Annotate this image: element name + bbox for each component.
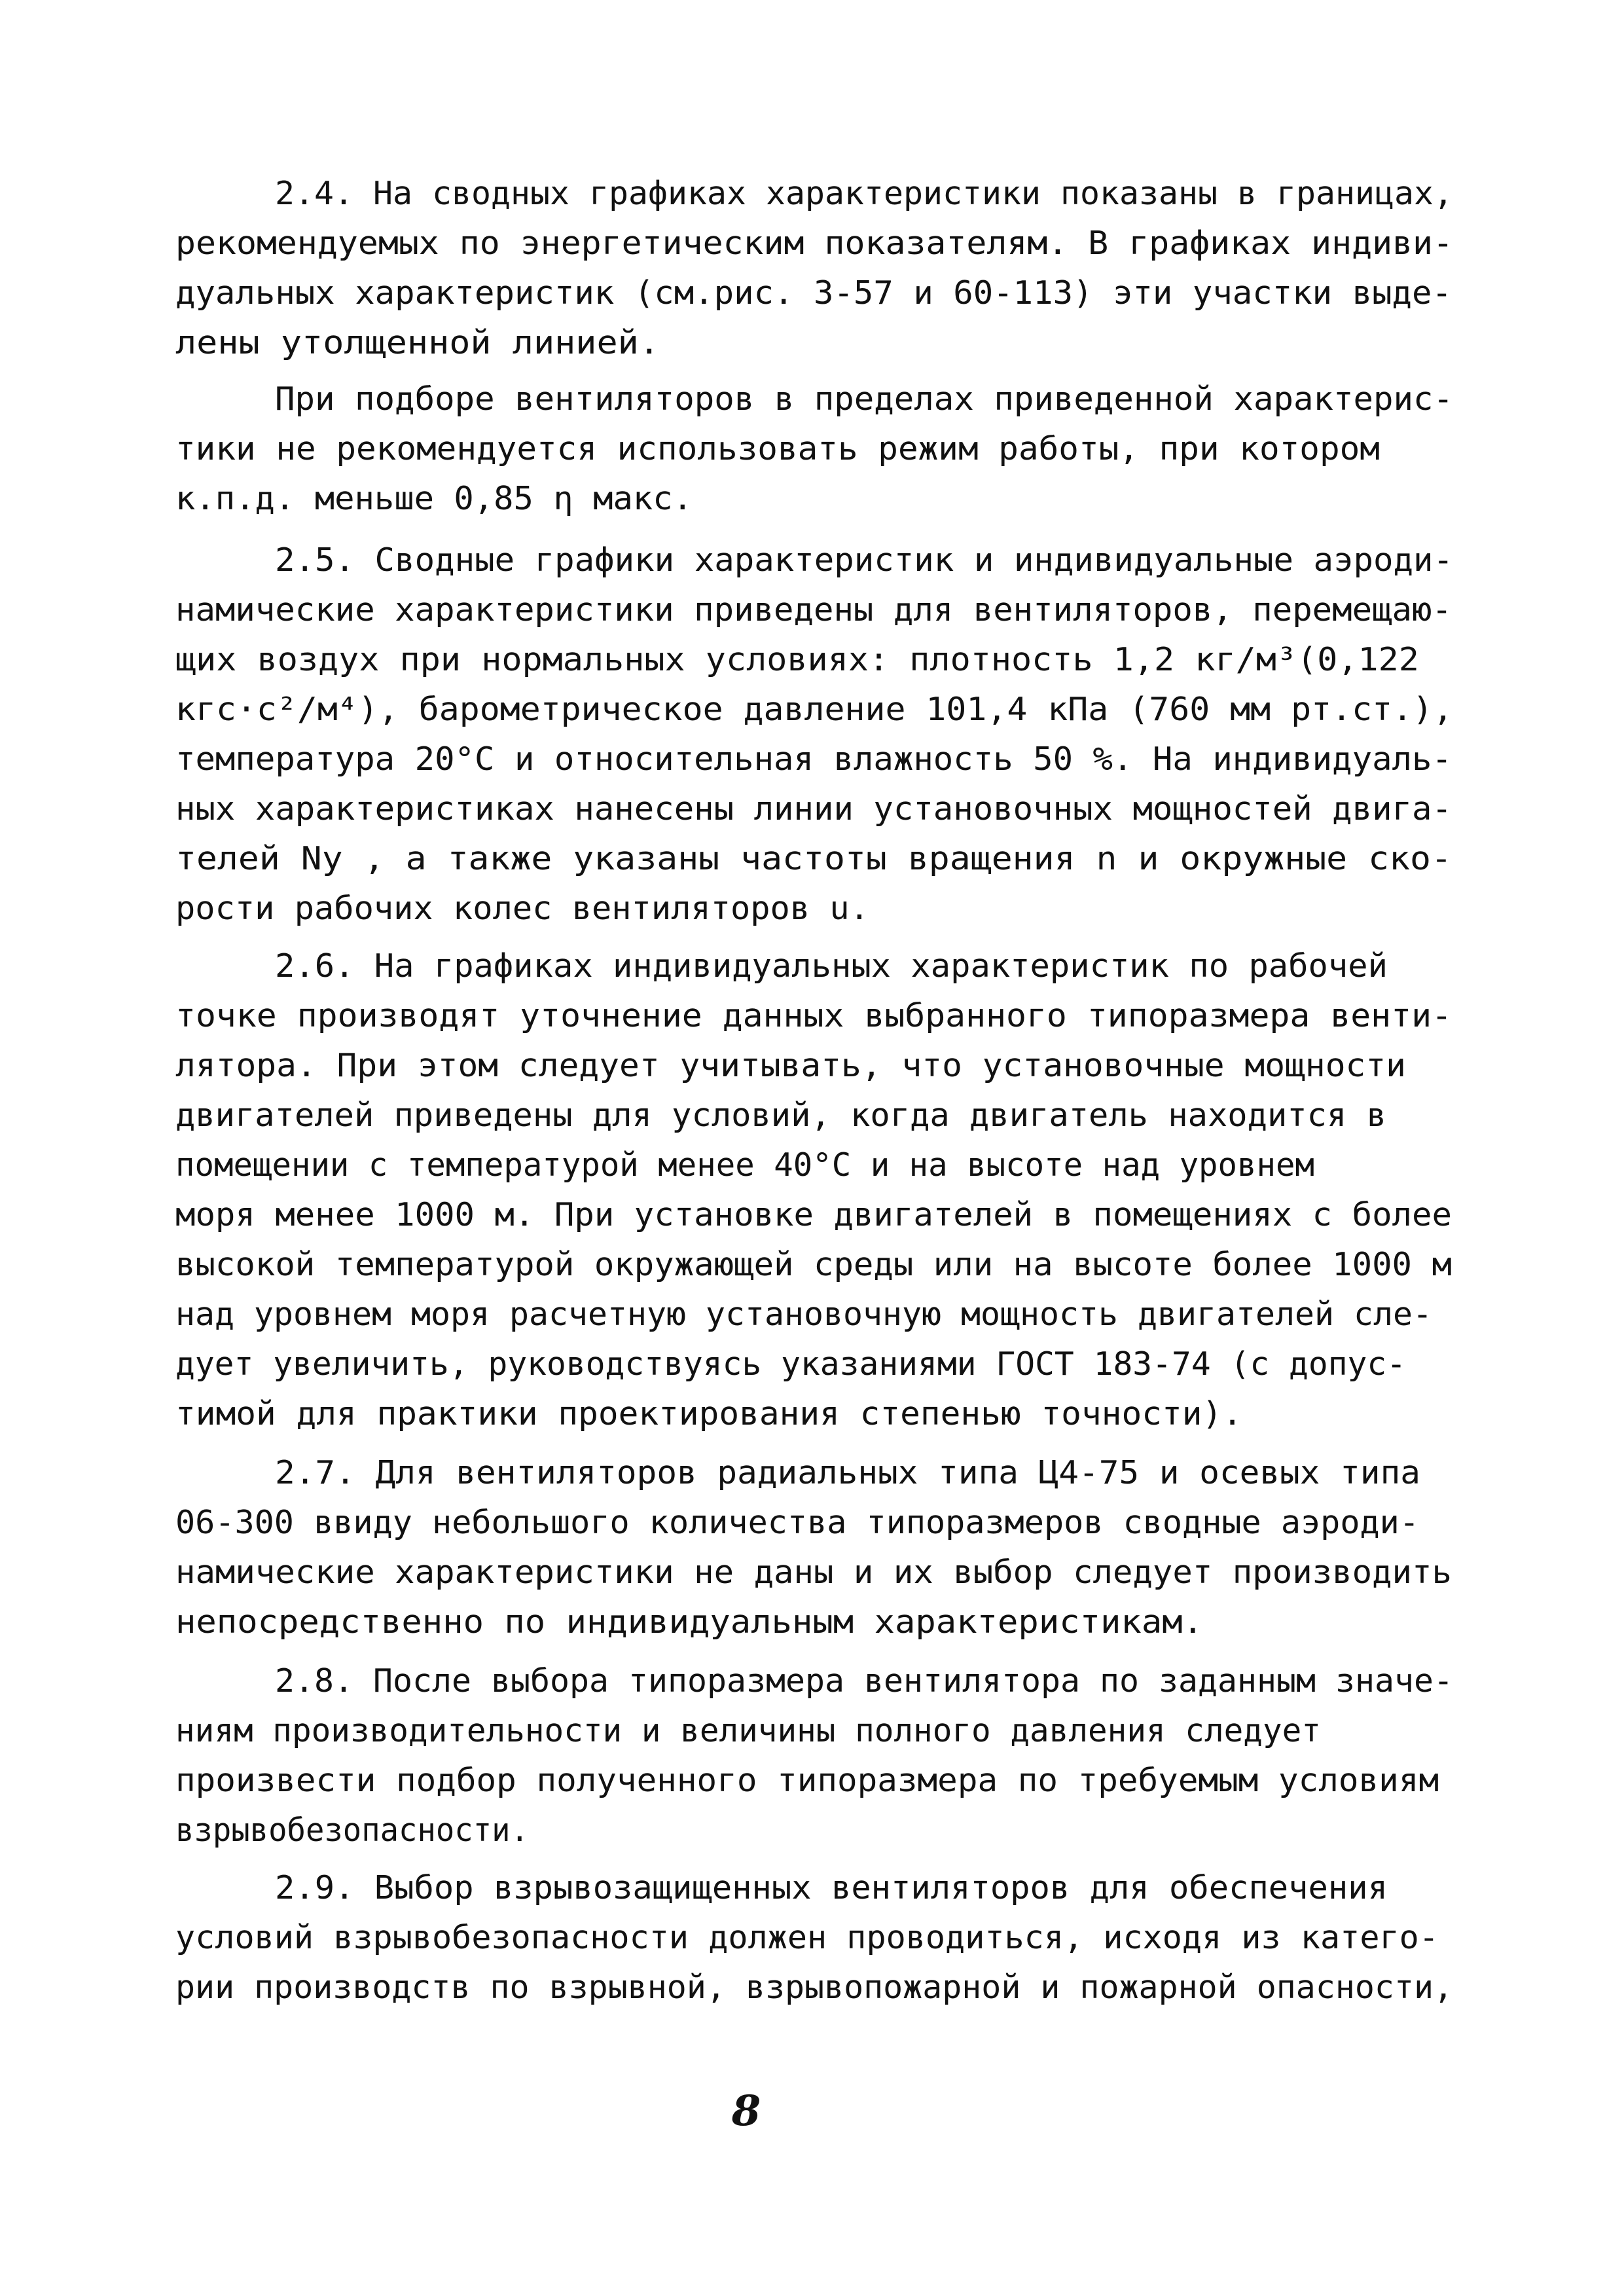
text-line xyxy=(175,268,1452,318)
text-line xyxy=(175,1389,1242,1439)
text-line xyxy=(175,1756,1439,1806)
text-line-content: дуальных характеристик (см.рис. 3-57 и 60-113) эти участки выде- xyxy=(175,274,1452,312)
text-line-content: ниям производительности и величины полного давления следует xyxy=(175,1712,1321,1749)
text-line xyxy=(175,1597,1204,1647)
text-line-content: 2.6. На графиках индивидуальных характеристик по рабочей xyxy=(275,947,1388,985)
text-line-content: 2.7. Для вентиляторов радиальных типа Ц4-75 и осевых типа xyxy=(275,1454,1420,1491)
text-line-content: рии производств по взрывной, взрывопожарной и пожарной опасности, xyxy=(175,1969,1454,2006)
text-line-content: моря менее 1000 м. При установке двигателей в помещениях с более xyxy=(175,1196,1452,1233)
text-line xyxy=(175,1091,1386,1140)
text-line-content: щих воздух при нормальных условиях: плотность 1,2 кг/м³(0,122 xyxy=(175,641,1419,678)
text-line-content: высокой температурой окружающей среды или на высоте более 1000 м xyxy=(175,1246,1452,1283)
text-line xyxy=(275,169,1453,219)
text-line xyxy=(175,318,660,368)
text-line-content: намические характеристики приведены для вентиляторов, перемещаю- xyxy=(175,591,1452,629)
text-line-content: точке производят уточнение данных выбранного типоразмера венти- xyxy=(175,997,1452,1034)
text-line-content: помещении с температурой менее 40°С и на высоте над уровнем xyxy=(175,1146,1315,1184)
text-line xyxy=(275,374,1454,424)
text-line xyxy=(175,1706,1321,1756)
text-line xyxy=(175,685,1454,735)
text-line xyxy=(275,536,1454,585)
text-line xyxy=(175,1806,543,1855)
text-line xyxy=(175,991,1452,1041)
text-line xyxy=(275,1656,1453,1706)
page-number: 8 xyxy=(731,2086,761,2136)
text-line xyxy=(175,1140,1315,1190)
text-line-content: телей Nу , а также указаны частоты вращения n и окружные ско- xyxy=(175,840,1452,877)
text-line xyxy=(175,1339,1407,1389)
text-line xyxy=(175,585,1452,635)
text-line xyxy=(175,784,1452,834)
text-line xyxy=(275,1448,1420,1498)
text-line xyxy=(275,941,1388,991)
text-line xyxy=(175,1548,1452,1597)
text-line-content: тики не рекомендуется использовать режим работы, при котором xyxy=(175,430,1380,467)
text-line-content: намические характеристики не даны и их выбор следует производить xyxy=(175,1554,1452,1591)
text-line xyxy=(175,219,1454,268)
text-line xyxy=(175,884,869,934)
text-line-content: рекомендуемых по энергетическим показателям. В графиках индиви- xyxy=(175,225,1454,262)
text-line-content: 2.9. Выбор взрывозащищенных вентиляторов для обеспечения xyxy=(275,1869,1388,1906)
text-line-content: непосредственно по индивидуальным характеристикам. xyxy=(175,1603,1204,1641)
text-line xyxy=(175,1913,1439,1963)
text-line-content: рости рабочих колес вентиляторов u. xyxy=(175,890,869,927)
text-line xyxy=(175,1190,1452,1240)
text-line-content: дует увеличить, руководствуясь указаниями ГОСТ 183-74 (с допус- xyxy=(175,1345,1407,1383)
text-line xyxy=(175,1963,1454,2013)
text-line xyxy=(175,1290,1432,1339)
text-line-content: двигателей приведены для условий, когда двигатель находится в xyxy=(175,1097,1386,1134)
text-line xyxy=(175,474,693,524)
text-line-content: над уровнем моря расчетную установочную мощность двигателей сле- xyxy=(175,1296,1432,1333)
text-line xyxy=(175,735,1452,784)
text-line xyxy=(175,1041,1406,1091)
text-line-content: температура 20°С и относительная влажность 50 %. На индивидуаль- xyxy=(175,740,1452,778)
text-line-content: лены утолщенной линией. xyxy=(175,324,660,361)
text-line-content: лятора. При этом следует учитывать, что установочные мощности xyxy=(175,1047,1406,1084)
text-line xyxy=(175,424,1380,474)
text-line-content: ных характеристиках нанесены линии установочных мощностей двига- xyxy=(175,790,1452,828)
text-line xyxy=(275,1863,1388,1913)
text-line-content: 2.8. После выбора типоразмера вентилятора по заданным значе- xyxy=(275,1662,1453,1700)
text-line xyxy=(175,635,1419,685)
text-line-content: условий взрывобезопасности должен проводиться, исходя из катего- xyxy=(175,1919,1439,1956)
text-line-content: 2.5. Сводные графики характеристик и индивидуальные аэроди- xyxy=(275,541,1454,579)
text-line xyxy=(175,1240,1452,1290)
text-line-content: взрывобезопасности. xyxy=(175,1812,530,1849)
text-line xyxy=(175,834,1452,884)
text-line-content: кгс·с²/м⁴), барометрическое давление 101,4 кПа (760 мм рт.ст.), xyxy=(175,691,1454,728)
text-line-content: к.п.д. меньше 0,85 η макс. xyxy=(175,480,693,517)
text-line xyxy=(175,1498,1419,1548)
text-line-content: 06-300 ввиду небольшого количества типоразмеров сводные аэроди- xyxy=(175,1504,1419,1541)
text-line-content: произвести подбор полученного типоразмера по требуемым условиям xyxy=(175,1762,1439,1799)
text-line-content: При подборе вентиляторов в пределах приведенной характерис- xyxy=(275,380,1454,418)
text-line-content: 2.4. На сводных графиках характеристики показаны в границах, xyxy=(275,175,1453,212)
text-line-content: тимой для практики проектирования степенью точности). xyxy=(175,1395,1242,1432)
